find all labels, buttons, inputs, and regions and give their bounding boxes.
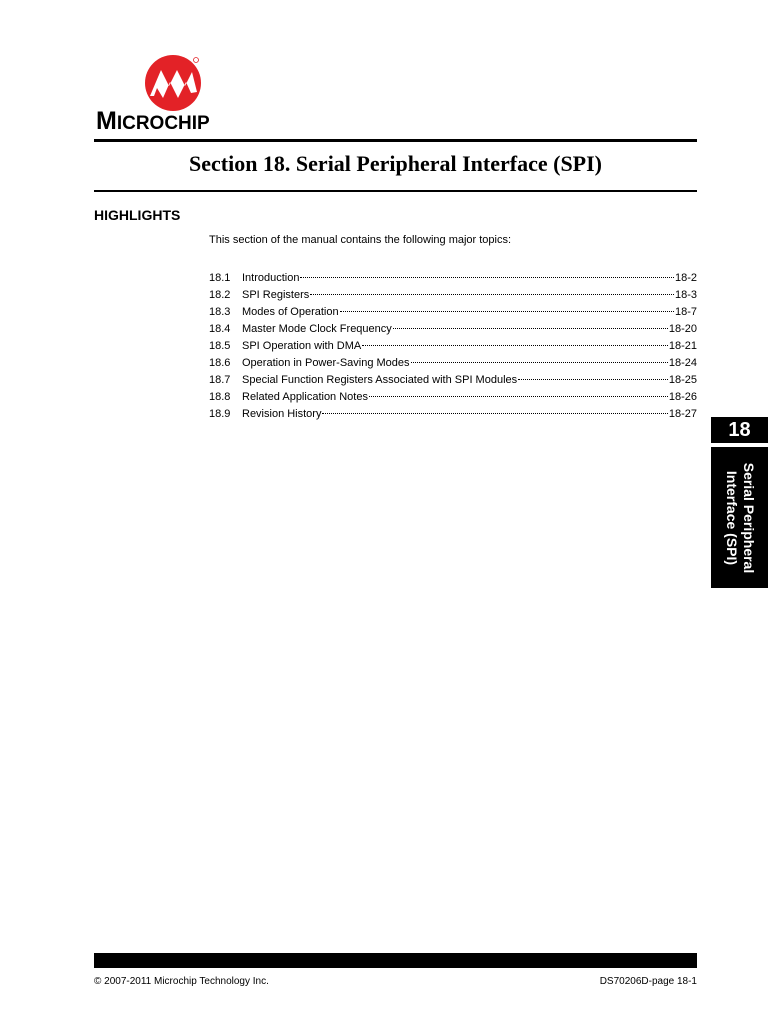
logo-wordmark-lead: M — [96, 107, 117, 135]
toc-title: Related Application Notes — [242, 391, 368, 403]
toc-leader-dots — [518, 379, 668, 380]
toc-leader-dots — [310, 294, 674, 295]
toc-leader-dots — [362, 345, 668, 346]
microchip-logo-mark-icon — [142, 52, 204, 112]
footer-bar — [94, 953, 697, 968]
toc-number: 18.2 — [209, 289, 231, 301]
highlights-intro: This section of the manual contains the following major topics: — [209, 234, 512, 246]
section-tab — [711, 447, 768, 588]
toc-entry[interactable] — [209, 304, 697, 321]
logo-wordmark-rest: ICROCHIP — [116, 113, 210, 134]
highlights-heading: HIGHLIGHTS — [94, 207, 181, 223]
toc-page: 18-27 — [668, 408, 697, 420]
toc-title: Introduction — [242, 272, 300, 284]
toc-title: Master Mode Clock Frequency — [242, 323, 392, 335]
section-tab-label — [723, 448, 757, 588]
footer-copyright: © 2007-2011 Microchip Technology Inc. — [94, 976, 269, 987]
toc-number: 18.4 — [209, 323, 231, 335]
section-tab-number: 18 — [711, 417, 768, 443]
toc-number: 18.7 — [209, 374, 231, 386]
toc-number: 18.8 — [209, 391, 231, 403]
toc-entry[interactable] — [209, 389, 697, 406]
microchip-logo — [96, 52, 256, 138]
section-tab-line-1: Serial Peripheral — [740, 462, 757, 573]
toc-title: Operation in Power-Saving Modes — [242, 357, 410, 369]
table-of-contents — [209, 270, 697, 423]
toc-entry[interactable] — [209, 355, 697, 372]
toc-title: Modes of Operation — [242, 306, 339, 318]
section-tab-line-2: Interface (SPI) — [723, 470, 740, 565]
toc-page: 18-3 — [674, 289, 697, 301]
toc-leader-dots — [411, 362, 668, 363]
toc-page: 18-20 — [668, 323, 697, 335]
toc-number: 18.9 — [209, 408, 231, 420]
toc-entry[interactable] — [209, 372, 697, 389]
footer-page-ref: DS70206D-page 18-1 — [599, 976, 697, 987]
header-rule-top — [94, 139, 697, 142]
header-rule-bottom — [94, 190, 697, 192]
toc-title: SPI Registers — [242, 289, 310, 301]
logo-wordmark — [96, 108, 256, 137]
toc-leader-dots — [393, 328, 668, 329]
toc-leader-dots — [322, 413, 667, 414]
toc-title: Special Function Registers Associated with SPI Modules — [242, 374, 518, 386]
toc-number: 18.6 — [209, 357, 231, 369]
toc-page: 18-21 — [668, 340, 697, 352]
toc-leader-dots — [369, 396, 668, 397]
toc-entry[interactable] — [209, 287, 697, 304]
toc-entry[interactable] — [209, 338, 697, 355]
toc-entry[interactable] — [209, 321, 697, 338]
toc-number: 18.1 — [209, 272, 231, 284]
toc-entry[interactable] — [209, 406, 697, 423]
section-title: Section 18. Serial Peripheral Interface (SPI) — [188, 151, 602, 176]
toc-leader-dots — [340, 311, 674, 312]
toc-number: 18.5 — [209, 340, 231, 352]
toc-title: Revision History — [242, 408, 322, 420]
toc-page: 18-26 — [668, 391, 697, 403]
toc-page: 18-2 — [674, 272, 697, 284]
toc-leader-dots — [300, 277, 673, 278]
toc-page: 18-25 — [668, 374, 697, 386]
toc-title: SPI Operation with DMA — [242, 340, 362, 352]
toc-entry[interactable] — [209, 270, 697, 287]
toc-number: 18.3 — [209, 306, 231, 318]
toc-page: 18-24 — [668, 357, 697, 369]
toc-page: 18-7 — [674, 306, 697, 318]
